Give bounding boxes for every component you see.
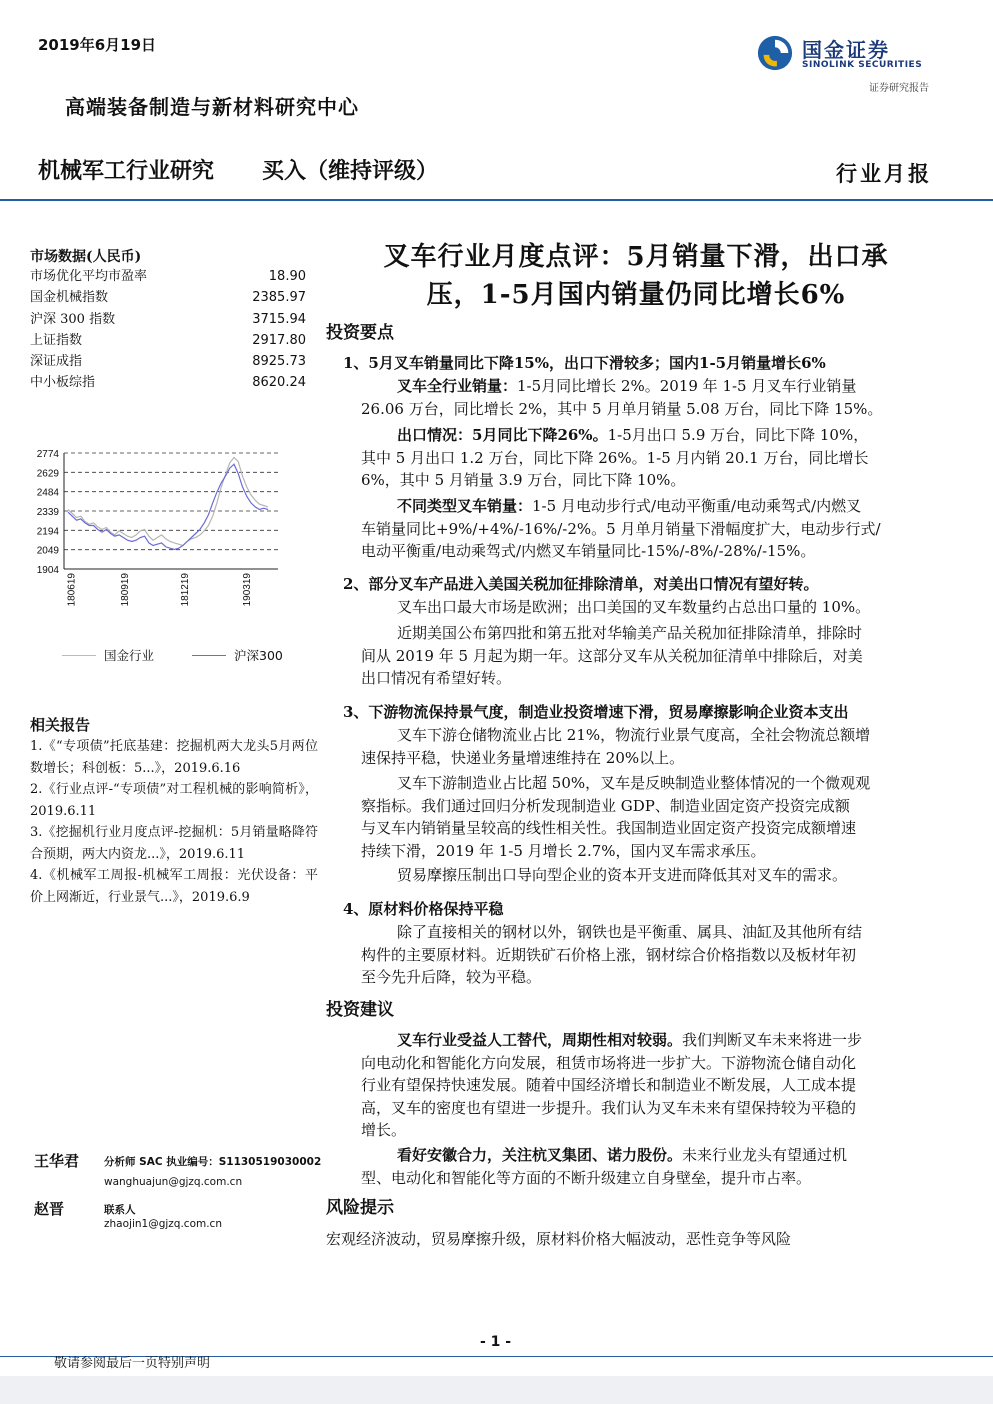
paragraph: 叉车下游制造业占比超 50%，叉车是反映制造业整体情况的一个微观观 察指标。我们通过回归分析发现制造业 GDP、制造业固定资产投资完成额 与叉车内销销量呈较高的线性相关性。我国制造业固定资产投资完成额增速 持续下滑，2019 年 1-5 月增长 2.7%，国内叉车需求承压。: [361, 774, 871, 860]
page-number: - 1 -: [480, 1334, 512, 1350]
related-report-link[interactable]: 2.《行业点评-“专项债”对工程机械的影响简析》，2019.6.11: [30, 782, 318, 819]
index-line-chart: [28, 440, 288, 620]
x-tick-label: 180919: [119, 573, 131, 607]
paragraph: 贸易摩擦压制出口导向型企业的资本开支进而降低其对叉车的需求。: [397, 866, 848, 884]
paragraph: 叉车出口最大市场是欧洲；出口美国的叉车数量约占总出口量的 10%。: [397, 598, 871, 616]
disclaimer: 敬请参阅最后一页特别声明: [54, 1356, 211, 1371]
point-2-heading: 2、部分叉车产品进入美国关税加征排除清单，对美出口情况有望好转。: [343, 575, 819, 593]
market-data-table: [30, 266, 306, 394]
contact-role: 联系人: [104, 1204, 136, 1216]
point-4-heading: 4、原材料价格保持平稳: [343, 900, 504, 918]
related-report-link[interactable]: 1.《“专项债”托底基建：挖掘机两大龙头5月两位数增长；科创板：5...》，2019.6.16: [30, 739, 318, 776]
y-tick-label: 1904: [36, 565, 59, 576]
paragraph: 看好安徽合力，关注杭叉集团、诺力股份。未来行业龙头有望通过机 型、电动化和智能化等方面的不断升级建立自身壁垒，提升市占率。: [361, 1146, 848, 1187]
company-logo: [756, 30, 946, 100]
paragraph: 近期美国公布第四批和第五批对华输美产品关税加征排除清单，排除时 间从 2019 年 5 月起为期一年。这部分叉车从关税加征清单中排除后，对美 出口情况有希望好转。: [361, 624, 863, 687]
paragraph: 不同类型叉车销量：1-5 月电动步行式/电动平衡重/电动乘驾式/内燃叉 车销量同比+9%/+4%/-16%/-2%。5 月单月销量下滑幅度扩大，电动步行式/ 电动平衡重/电动乘驾式/内燃叉车销量同比-15%/-8%/-28%/-15%。: [361, 497, 881, 560]
industry-title: 机械军工行业研究: [38, 159, 215, 184]
market-row: 沪深 300 指数 3715.94: [30, 311, 306, 327]
point-1-heading: 1、5月叉车销量同比下降15%，出口下滑较多；国内1-5月销量增长6%: [343, 354, 826, 372]
paragraph: 出口情况：5月同比下降26%。1-5月出口 5.9 万台，同比下降 10%， 其中 5 月出口 1.2 万台，同比下降 26%。1-5 月内销 20.1 万台，同比增长 6%，其中 5 月销量 3.9 万台，同比下降 10%。: [361, 426, 869, 489]
legend-label: 沪深300: [234, 648, 283, 663]
analyst-email[interactable]: wanghuajun@gjzq.com.cn: [104, 1176, 243, 1188]
research-center: 高端装备制造与新材料研究中心: [65, 95, 359, 119]
report-title: 叉车行业月度点评：5月销量下滑，出口承 压，1-5月国内销量仍同比增长6%: [383, 242, 889, 310]
paragraph: 叉车下游仓储物流业占比 21%，物流行业景气度高，全社会物流总额增 速保持平稳，快递业务量增速维持在 20%以上。: [361, 726, 871, 767]
paragraph: 除了直接相关的钢材以外，钢铁也是平衡重、属具、油缸及其他所有结 构件的主要原材料。近期铁矿石价格上涨，钢材综合价格指数以及板材年初 至今先升后降，较为平稳。: [361, 923, 863, 986]
y-tick-label: 2629: [36, 468, 59, 480]
paragraph: 叉车行业受益人工替代，周期性相对较弱。我们判断叉车未来将进一步 向电动化和智能化方向发展，租赁市场将进一步扩大。下游物流仓储自动化 行业有望保持快速发展。随着中国经济增长和制造业不断发展，人工成本提 高，叉车的密度也有望进一步提升。我们认为叉车未来有望保持较为平稳的 增长。: [361, 1031, 863, 1139]
y-tick-label: 2049: [36, 545, 59, 557]
market-row: 中小板综指 8620.24: [30, 375, 306, 391]
market-row: 国金机械指数 2385.97: [30, 290, 306, 306]
analyst-role: 分析师 SAC 执业编号：S1130519030002: [104, 1156, 322, 1168]
y-tick-label: 2194: [36, 526, 59, 538]
market-row: 市场优化平均市盈率 18.90: [30, 269, 306, 284]
y-tick-label: 2484: [36, 487, 59, 499]
legend-swatch-gray: [62, 655, 96, 656]
point-3-heading: 3、下游物流保持景气度，制造业投资增速下滑，贸易摩擦影响企业资本支出: [343, 703, 849, 721]
market-row: 深证成指 8925.73: [30, 354, 306, 370]
contact-email[interactable]: zhaojin1@gjzq.com.cn: [104, 1218, 222, 1230]
analyst-name: 王华君: [34, 1152, 80, 1170]
key-points-heading: 投资要点: [326, 323, 394, 343]
rating-label: 买入（维持评级）: [262, 159, 439, 184]
related-report-link[interactable]: 3.《挖掘机行业月度点评-挖掘机：5月销量略降符合预期，两大内资龙...》，2019.6.11: [30, 825, 318, 862]
y-tick-label: 2339: [36, 507, 59, 518]
logo-english-name: SINOLINK SECURITIES: [802, 60, 923, 70]
related-reports-list: [30, 736, 318, 908]
risk-heading: 风险提示: [326, 1198, 394, 1218]
chart-legend: [62, 646, 283, 664]
market-row: 上证指数 2917.80: [30, 332, 306, 348]
x-tick-label: 190319: [241, 573, 253, 607]
advice-heading: 投资建议: [326, 1000, 394, 1020]
paragraph: 叉车全行业销量：1-5月同比增长 2%。2019 年 1-5 月叉车行业销量 26.06 万台，同比增长 2%，其中 5 月单月销量 5.08 万台，同比下降 15%。: [361, 377, 883, 418]
bottom-band: [0, 1376, 993, 1404]
risk-text: 宏观经济波动，贸易摩擦升级，原材料价格大幅波动，恶性竞争等风险: [326, 1230, 792, 1248]
x-tick-label: 180619: [66, 573, 78, 607]
report-category-label: 证券研究报告: [869, 83, 929, 94]
related-reports-title: 相关报告: [30, 716, 91, 734]
market-data-title: 市场数据(人民币): [30, 249, 142, 265]
legend-swatch-blue: [192, 655, 226, 656]
report-date: 2019年6月19日: [38, 36, 157, 54]
report-type: 行业月报: [836, 161, 932, 186]
series-line: [68, 458, 268, 546]
x-tick-label: 181219: [179, 573, 191, 607]
related-report-link[interactable]: 4.《机械军工周报-机械军工周报：光伏设备：平价上网渐近，行业景气...》，2019.6.9: [30, 868, 318, 905]
header-divider: [0, 199, 993, 201]
logo-mark-icon: [756, 34, 794, 72]
contact-name: 赵晋: [34, 1200, 65, 1218]
logo-chinese-name: 国金证券: [802, 38, 890, 62]
legend-label: 国金行业: [104, 648, 155, 663]
y-tick-label: 2774: [36, 449, 59, 460]
series-line: [68, 464, 268, 549]
